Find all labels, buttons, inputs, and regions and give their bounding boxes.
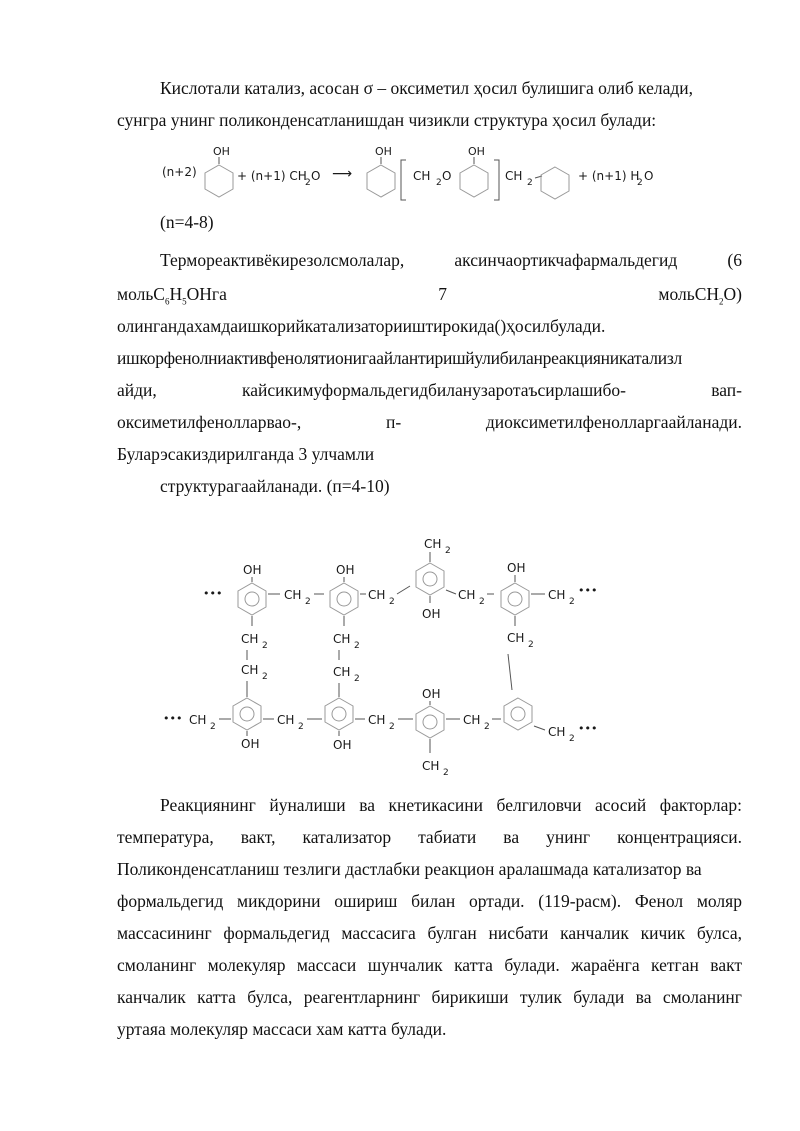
network-structure-diagram (0, 530, 800, 780)
coef-left: (n+2) (162, 165, 197, 179)
benzene-ring (416, 563, 444, 595)
svg-text:CH: CH (368, 713, 386, 727)
svg-text:2: 2 (443, 768, 449, 778)
benzene-ring (501, 583, 529, 615)
svg-text:2: 2 (262, 672, 268, 682)
svg-text:CH: CH (241, 663, 259, 677)
benzene-ring (460, 165, 488, 197)
svg-text:2: 2 (354, 674, 360, 684)
paragraph-2-line-7: Буларэсакиздирилганда 3 улчамли (117, 444, 375, 464)
svg-text:CH: CH (463, 713, 481, 727)
n-range-1: (n=4-8) (160, 212, 214, 232)
water-o: O (644, 169, 654, 183)
svg-text:•••: ••• (578, 584, 598, 597)
paragraph-2-line-4: ишкорфенолниактивфенолятионигаайлантиришйулибиланреакцияникатализл (117, 348, 682, 368)
svg-text:CH: CH (333, 665, 351, 679)
benzene-ring (233, 698, 261, 730)
benzene-ring (367, 165, 395, 197)
word: Термореактивёкирезолсмолалар, (160, 250, 405, 270)
paragraph-3-line-5: массасининг формальдегид массасига булган нисбати канчалик кичик булса, (117, 923, 742, 943)
benzene-ring (205, 165, 233, 197)
oh-label: OH (213, 145, 230, 158)
svg-text:CH: CH (368, 588, 386, 602)
benzene-ring (504, 698, 532, 730)
formaldehyde-sub: 2 (305, 178, 311, 188)
svg-text:CH: CH (333, 632, 351, 646)
svg-text:CH: CH (277, 713, 295, 727)
paragraph-2-line-5: айди, кайсикимуформальдегидбиланузаротаъсирлашибо- вап- (117, 380, 742, 400)
oh-label: OH (468, 145, 485, 158)
paragraph-2-line-8: структурагаайланади. (п=4-10) (160, 476, 390, 496)
svg-text:OH: OH (422, 687, 441, 701)
paragraph-2-line-2 (117, 284, 742, 312)
svg-text:•••: ••• (578, 722, 598, 735)
number-seven: 7 (438, 284, 447, 304)
paragraph-3-line-1: Реакциянинг йуналиши ва кнетикасини белгиловчи асосий факторлар: (160, 795, 742, 815)
paragraph-3-line-7: канчалик катта булса, реагентларнинг бирикиши тулик булади ва смоланинг (117, 987, 742, 1007)
svg-text:CH: CH (241, 632, 259, 646)
svg-text:CH: CH (548, 588, 566, 602)
bracket-right (494, 160, 499, 200)
benzene-ring (330, 583, 358, 615)
benzene-ring (238, 583, 266, 615)
svg-text:CH: CH (284, 588, 302, 602)
benzene-ring (325, 698, 353, 730)
svg-text:OH: OH (333, 738, 352, 752)
svg-text:•••: ••• (163, 712, 183, 725)
svg-text:2: 2 (569, 597, 575, 607)
plus-water: + (n+1) H (578, 169, 640, 183)
svg-text:2: 2 (569, 734, 575, 744)
svg-text:OH: OH (422, 607, 441, 621)
svg-text:OH: OH (507, 561, 526, 575)
svg-text:2: 2 (528, 640, 534, 650)
svg-text:2: 2 (354, 641, 360, 651)
svg-text:CH: CH (189, 713, 207, 727)
ch2o-sub: 2 (436, 178, 442, 188)
svg-text:OH: OH (243, 563, 262, 577)
reaction-arrow: ⟶ (332, 166, 353, 182)
svg-text:2: 2 (305, 597, 311, 607)
svg-text:2: 2 (445, 546, 451, 556)
paragraph-3-line-6: смоланинг молекуляр массаси шунчалик катта булади. жараёнга кетган вакт (117, 955, 742, 975)
plus-formaldehyde: + (n+1) CH (237, 169, 307, 183)
word: аксинчаортикчафармальдегид (454, 250, 678, 270)
svg-text:2: 2 (479, 597, 485, 607)
paragraph-3-line-3: Поликонденсатланиш тезлиги дастлабки реакцион аралашмада катализатор ва (117, 859, 702, 879)
benzene-ring (541, 167, 569, 199)
svg-text:2: 2 (262, 641, 268, 651)
ch2o-o: O (442, 169, 452, 183)
svg-text:2: 2 (389, 597, 395, 607)
svg-text:2: 2 (298, 722, 304, 732)
svg-text:2: 2 (389, 722, 395, 732)
ch2-sub: 2 (527, 178, 533, 188)
word: (6 (727, 250, 742, 270)
paragraph-3-line-2: температура, вакт, катализатор табиати ва унинг концентрацияси. (117, 827, 742, 847)
svg-text:2: 2 (210, 722, 216, 732)
water-sub: 2 (637, 178, 643, 188)
paragraph-2-line-6: оксиметилфенолларвао-, п- диоксиметилфенолларгаайланади. (117, 412, 742, 432)
ch2-label: CH (505, 169, 523, 183)
paragraph-2-line-3: олингандахамдаишкорийкатализаторииштирокида()ҳосилбулади. (117, 316, 606, 336)
svg-text:2: 2 (484, 722, 490, 732)
svg-text:CH: CH (458, 588, 476, 602)
ch2o-label: CH (413, 169, 431, 183)
benzene-ring (416, 706, 444, 738)
phenol-quantity: $мольC_6H_5OHга$ (117, 284, 227, 307)
reaction-equation (0, 138, 800, 208)
oh-label: OH (375, 145, 392, 158)
formaldehyde-quantity: мольCH$_2$O) (658, 284, 742, 307)
svg-text:CH: CH (424, 537, 442, 551)
svg-text:CH: CH (548, 725, 566, 739)
paragraph-3-line-4: формальдегид микдорини ошириш билан ортади. (119-расм). Фенол моляр (117, 891, 742, 911)
svg-text:•••: ••• (203, 587, 223, 600)
svg-text:CH: CH (507, 631, 525, 645)
svg-text:OH: OH (241, 737, 260, 751)
formaldehyde-o: O (311, 169, 321, 183)
paragraph-3-line-8: уртаяа молекуляр массаси хам катта булади. (117, 1019, 447, 1039)
paragraph-2-line-1 (160, 250, 742, 270)
paragraph-1-line-2: сунгра унинг поликонденсатланишдан чизикли структура ҳосил булади: (117, 110, 657, 130)
svg-text:CH: CH (422, 759, 440, 773)
svg-text:OH: OH (336, 563, 355, 577)
bracket-left (401, 160, 406, 200)
paragraph-1-line-1: Кислотали катализ, асосан σ – оксиметил ҳосил булишига олиб келади, (160, 78, 693, 98)
